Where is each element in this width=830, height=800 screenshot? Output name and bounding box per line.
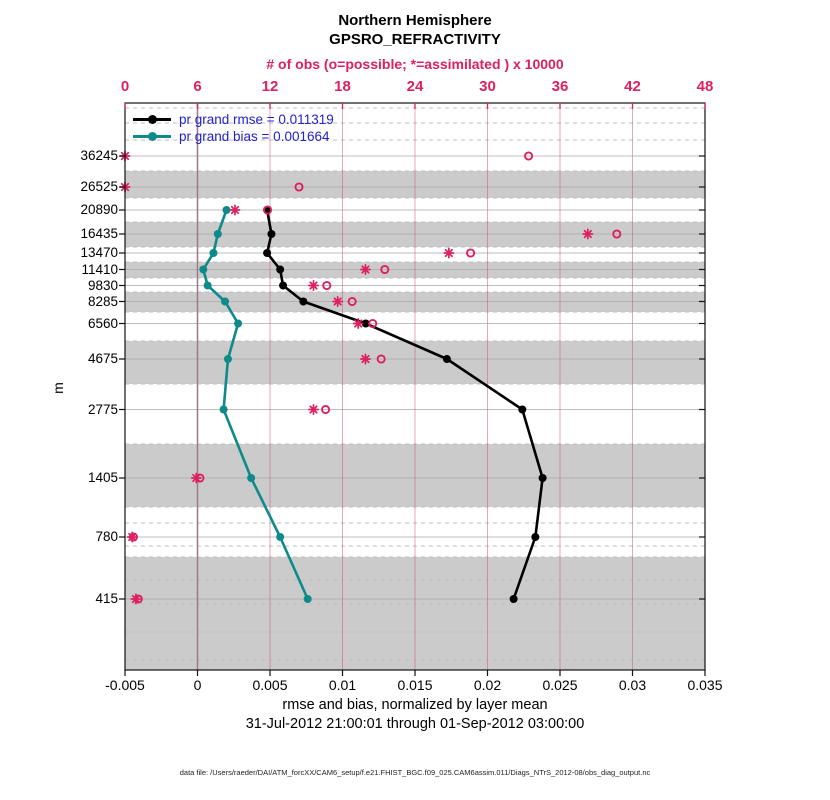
level-tick-label: 780 [95,529,118,544]
level-tick-label: 13470 [80,245,118,260]
legend [133,111,334,145]
bottom-tick-label: 0.015 [397,677,433,693]
level-tick-label: 1405 [87,470,118,485]
top-tick-label: 12 [261,78,279,95]
top-tick-label: 36 [551,78,569,95]
legend-marker-bias [148,132,157,141]
y-axis-label: m [49,382,66,394]
x-axis-label: rmse and bias, normalized by layer mean [282,697,548,713]
bottom-tick-label: 0.01 [328,677,357,693]
level-tick-label: 8285 [87,293,118,309]
top-tick-label: 6 [193,78,202,95]
bottom-tick-label: 0.035 [687,677,723,693]
top-tick-label: 30 [479,78,496,95]
bottom-tick-label: 0.02 [473,677,502,693]
plot-canvas [125,103,705,670]
date-range-label: 31-Jul-2012 21:00:01 through 01-Sep-2012 03:00:00 [245,716,585,732]
legend-item-rmse [133,111,334,128]
level-tick-label: 36245 [80,148,118,163]
level-tick-label: 26525 [80,179,118,194]
level-tick-label: 9830 [87,277,118,293]
legend-marker-rmse [148,115,157,124]
legend-line-rmse [133,118,171,121]
chart-title: Northern Hemisphere [338,12,492,29]
level-tick-label: 415 [95,591,118,606]
bottom-tick-label: 0.025 [542,677,578,693]
level-tick-label: 2775 [87,401,118,417]
bottom-tick-label: 0 [193,677,202,693]
top-axis-label: # of obs (o=possible; *=assimilated ) x 10000 [266,56,564,72]
top-tick-label: 48 [696,78,714,95]
level-tick-label: 16435 [80,226,118,241]
level-tick-label: 4675 [87,351,118,366]
level-tick-label: 6560 [87,315,118,331]
plot-area [125,103,705,670]
top-tick-label: 42 [624,78,641,95]
legend-line-bias [133,135,171,138]
level-tick-label: 11410 [81,261,118,277]
bottom-tick-label: 0.005 [252,677,288,693]
chart-subtitle: GPSRO_REFRACTIVITY [329,31,501,48]
top-tick-label: 18 [334,78,351,95]
bottom-tick-label: 0.03 [618,677,647,693]
bottom-tick-label: -0.005 [105,677,145,693]
top-tick-label: 24 [406,78,424,95]
data-file-path: data file: /Users/raeder/DAI/ATM_forcXX/CAM6_setup/f.e21.FHIST_BGC.f09_025.CAM6assim.011/Diags_NTrS_2012-08/obs_diag_output.nc [179,768,651,777]
legend-label-rmse: pr grand rmse = 0.011319 [179,112,334,127]
legend-item-bias [133,128,334,145]
legend-label-bias: pr grand bias = 0.001664 [179,129,330,144]
top-tick-label: 0 [120,78,130,95]
level-tick-label: 20890 [80,202,118,217]
